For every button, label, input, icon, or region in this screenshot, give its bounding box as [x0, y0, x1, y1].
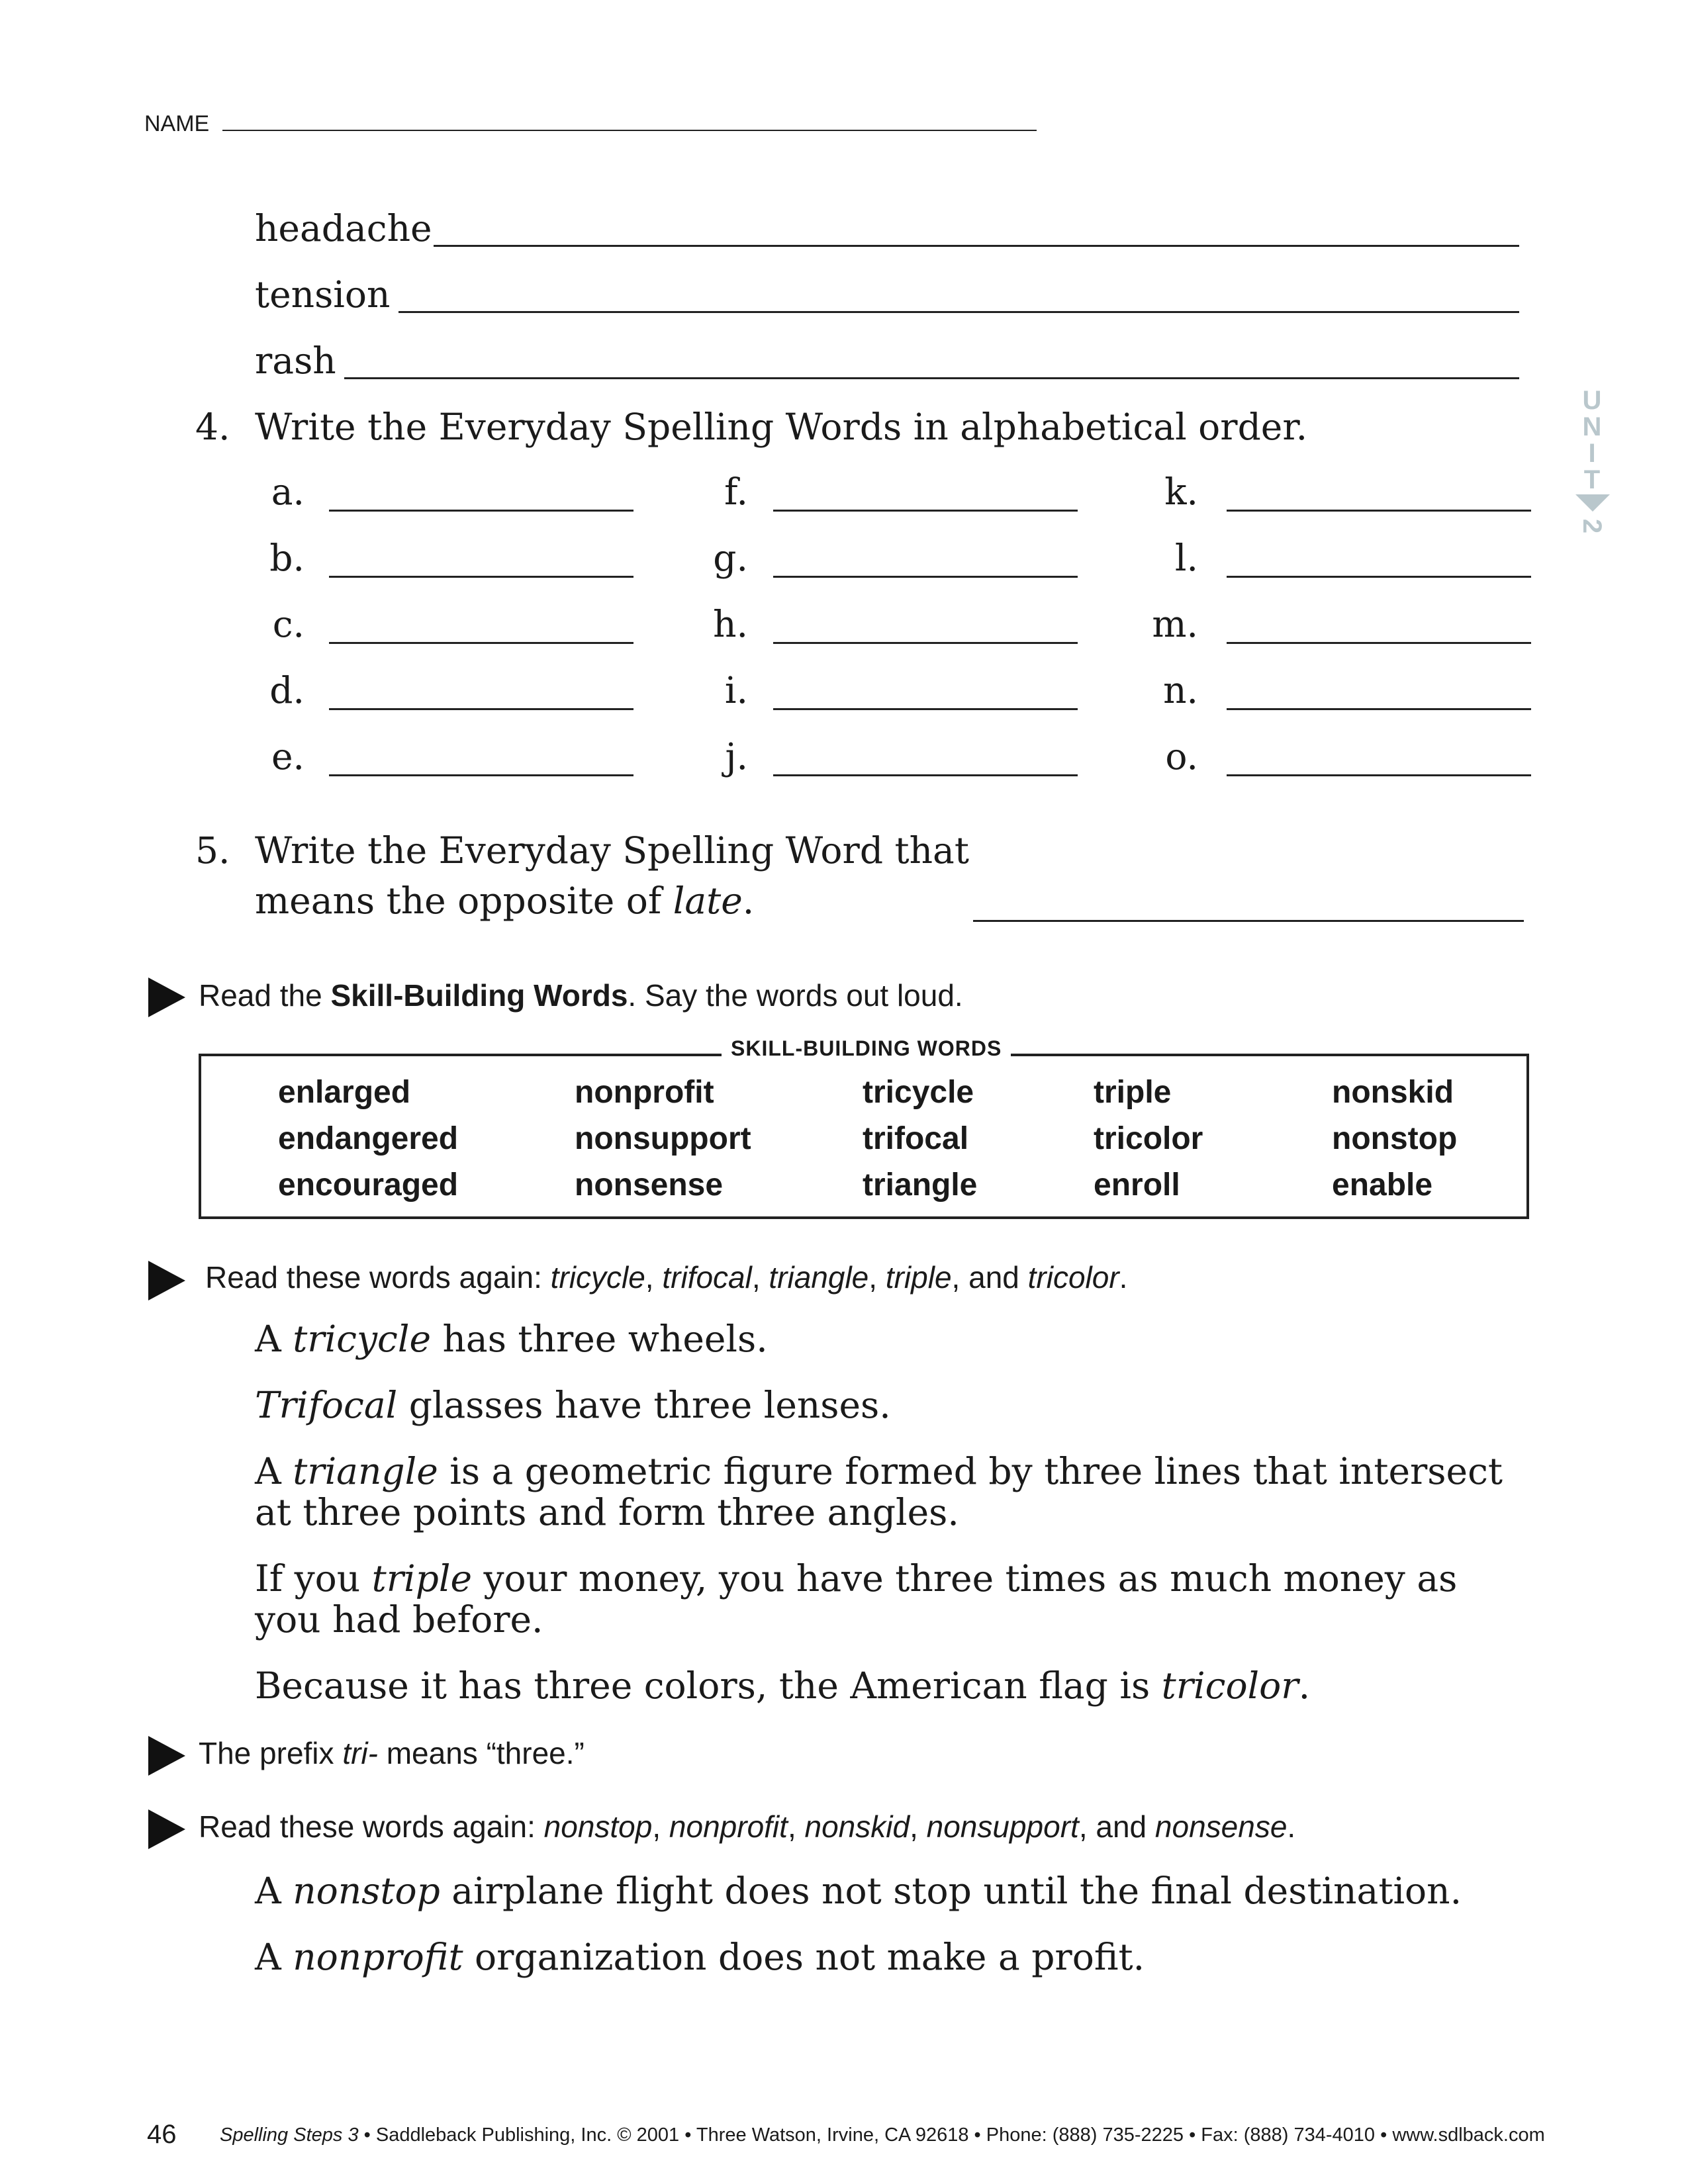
skill-word: trifocal	[863, 1121, 969, 1156]
arrow-bullet-icon	[148, 1809, 185, 1849]
arrow-bullet-icon	[148, 1736, 185, 1776]
skill-building-words-title: SKILL-BUILDING WORDS	[722, 1036, 1011, 1061]
alpha-letter-n: n.	[1163, 669, 1198, 711]
skill-word: nonprofit	[575, 1075, 714, 1110]
alpha-letter-i: i.	[724, 669, 748, 711]
footer-credits: Spelling Steps 3 • Saddleback Publishing, Inc. © 2001 • Three Watson, Irvine, CA 92618 • Phone: (888) 735-2225 • Fax: (888) 734-4010 • www.sdlback.com	[220, 2124, 1545, 2146]
unit-tab-letter: N	[1582, 412, 1602, 441]
skill-word: nonsupport	[575, 1121, 751, 1156]
question-5-number: 5.	[195, 829, 230, 872]
unit-tab-letter: T	[1583, 465, 1601, 494]
definition-line-tension[interactable]	[399, 311, 1519, 313]
definition-word-headache: headache	[255, 207, 432, 250]
alpha-letter-h: h.	[713, 603, 748, 645]
alpha-answer-line-n[interactable]	[1227, 708, 1531, 710]
skill-word: nonsense	[575, 1167, 724, 1203]
arrow-bullet-icon	[148, 1261, 185, 1300]
skill-word: tricycle	[863, 1075, 974, 1110]
skill-word: enable	[1332, 1167, 1433, 1203]
question-5-line1: Write the Everyday Spelling Word that	[255, 829, 969, 872]
alpha-answer-line-h[interactable]	[773, 642, 1078, 644]
instruction-read-skill-words: Read the Skill-Building Words. Say the words out loud.	[199, 978, 963, 1013]
alpha-letter-l: l.	[1174, 537, 1198, 579]
question-4-number: 4.	[195, 406, 230, 448]
alpha-answer-line-c[interactable]	[329, 642, 633, 644]
alpha-letter-d: d.	[269, 669, 305, 711]
tri-sentence-triangle: A triangle is a geometric figure formed by three lines that intersect	[255, 1450, 1503, 1492]
tri-sentence-triple-cont: you had before.	[255, 1598, 543, 1641]
skill-word: nonstop	[1332, 1121, 1458, 1156]
unit-tab-number: 2	[1577, 518, 1607, 534]
page-number: 46	[147, 2120, 177, 2149]
instruction-read-tri-words: Read these words again: tricycle, trifocal, triangle, triple, and tricolor.	[205, 1260, 1128, 1295]
question-4-text: Write the Everyday Spelling Words in alphabetical order.	[255, 406, 1308, 448]
question-5-answer-line[interactable]	[973, 920, 1524, 922]
non-sentence-nonstop: A nonstop airplane flight does not stop until the final destination.	[255, 1870, 1462, 1912]
alpha-answer-line-k[interactable]	[1227, 510, 1531, 512]
skill-word: triple	[1094, 1075, 1172, 1110]
name-input-line[interactable]	[222, 130, 1037, 131]
skill-word: nonskid	[1332, 1075, 1454, 1110]
alpha-letter-g: g.	[713, 537, 748, 579]
question-5-line2: means the opposite of late.	[255, 880, 755, 922]
definition-word-tension: tension	[255, 273, 391, 316]
tri-sentence-tricycle: A tricycle has three wheels.	[255, 1318, 768, 1360]
unit-tab	[1575, 387, 1609, 539]
alpha-answer-line-a[interactable]	[329, 510, 633, 512]
alpha-letter-a: a.	[271, 471, 305, 513]
alpha-answer-line-o[interactable]	[1227, 774, 1531, 776]
arrow-bullet-icon	[148, 978, 185, 1017]
skill-word: enlarged	[278, 1075, 411, 1110]
alpha-letter-k: k.	[1164, 471, 1198, 513]
alpha-answer-line-l[interactable]	[1227, 576, 1531, 578]
alpha-letter-f: f.	[724, 471, 748, 513]
definition-line-rash[interactable]	[344, 377, 1519, 379]
alpha-letter-o: o.	[1165, 735, 1198, 778]
alpha-letter-c: c.	[272, 603, 305, 645]
instruction-prefix-tri: The prefix tri- means “three.”	[199, 1736, 585, 1770]
skill-word: tricolor	[1094, 1121, 1203, 1156]
name-label: NAME	[144, 111, 210, 136]
tri-sentence-triangle-cont: at three points and form three angles.	[255, 1491, 959, 1533]
unit-tab-letter: I	[1588, 439, 1596, 468]
alpha-answer-line-i[interactable]	[773, 708, 1078, 710]
alpha-answer-line-g[interactable]	[773, 576, 1078, 578]
skill-word: encouraged	[278, 1167, 459, 1203]
alpha-letter-e: e.	[271, 735, 305, 778]
alpha-answer-line-e[interactable]	[329, 774, 633, 776]
skill-word: endangered	[278, 1121, 459, 1156]
tri-sentence-trifocal: Trifocal glasses have three lenses.	[255, 1384, 891, 1426]
alpha-letter-b: b.	[269, 537, 305, 579]
skill-word: enroll	[1094, 1167, 1180, 1203]
definition-line-headache[interactable]	[434, 245, 1519, 247]
alpha-answer-line-m[interactable]	[1227, 642, 1531, 644]
tri-sentence-tricolor: Because it has three colors, the American flag is tricolor.	[255, 1664, 1311, 1707]
alpha-answer-line-f[interactable]	[773, 510, 1078, 512]
instruction-read-non-words: Read these words again: nonstop, nonprofit, nonskid, nonsupport, and nonsense.	[199, 1809, 1296, 1844]
unit-tab-letter: U	[1582, 386, 1602, 415]
skill-word: triangle	[863, 1167, 978, 1203]
definition-word-rash: rash	[255, 340, 336, 382]
tri-sentence-triple: If you triple your money, you have three times as much money as	[255, 1557, 1458, 1600]
alpha-letter-m: m.	[1152, 603, 1198, 645]
non-sentence-nonprofit: A nonprofit organization does not make a profit.	[255, 1936, 1145, 1978]
alpha-answer-line-b[interactable]	[329, 576, 633, 578]
alpha-letter-j: j.	[725, 735, 748, 778]
alpha-answer-line-d[interactable]	[329, 708, 633, 710]
alpha-answer-line-j[interactable]	[773, 774, 1078, 776]
